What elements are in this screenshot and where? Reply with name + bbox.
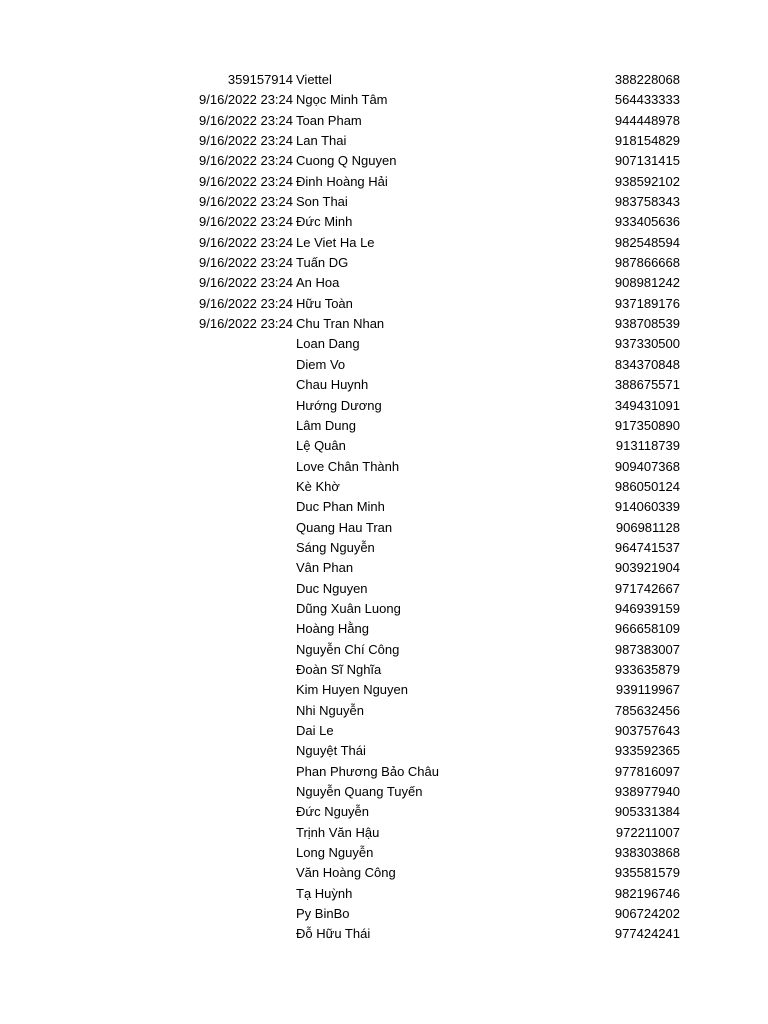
timestamp-cell: 9/16/2022 23:24 [199,194,293,210]
phone-cell: 964741537 [614,539,680,555]
phone-cell: 987866668 [614,255,680,271]
name-cell: Kim Huyen Nguyen [296,682,408,698]
table-row [0,70,768,90]
name-cell: Love Chân Thành [296,458,400,474]
name-cell: Toan Pham [296,112,362,128]
phone-cell: 908981242 [614,275,680,291]
phone-cell: 918154829 [614,133,680,149]
name-cell: Duc Phan Minh [296,499,385,515]
name-cell: Tạ Huỳnh [296,885,353,901]
timestamp-cell: 9/16/2022 23:24 [199,255,293,271]
name-cell: Đức Minh [296,214,353,230]
phone-cell: 834370848 [614,356,680,372]
table-row [0,924,768,944]
table-row [0,416,768,436]
name-cell: An Hoa [296,275,340,291]
name-cell: Loan Dang [296,336,360,352]
table-row [0,762,768,782]
name-cell: Hoàng Hằng [296,621,369,637]
phone-cell: 946939159 [614,600,680,616]
phone-cell: 349431091 [614,397,680,413]
table-row [0,721,768,741]
table-row [0,884,768,904]
table-row [0,355,768,375]
phone-cell: 939119967 [615,682,680,698]
table-row [0,741,768,761]
name-cell: Vân Phan [296,560,354,576]
phone-cell: 977816097 [614,763,680,779]
name-cell: Ngọc Minh Tâm [296,92,388,108]
name-cell: Viettel [296,72,332,87]
table-row [0,212,768,232]
phone-cell: 906981128 [615,519,680,535]
name-cell: Nguyễn Chí Công [296,641,400,657]
name-cell: Diem Vo [296,356,346,372]
phone-cell: 903921904 [614,560,680,576]
phone-cell: 909407368 [614,458,680,474]
timestamp-cell: 9/16/2022 23:24 [199,112,293,128]
table-row [0,904,768,924]
table-row [0,680,768,700]
table-row [0,172,768,192]
name-cell: Đỗ Hữu Thái [296,926,371,942]
timestamp-cell: 9/16/2022 23:24 [199,295,293,311]
phone-cell: 982548594 [614,234,680,250]
phone-cell: 935581579 [614,865,680,881]
phone-cell: 966658109 [614,621,680,637]
phone-cell: 388228068 [614,72,680,87]
phone-cell: 933592365 [614,743,680,759]
phone-cell: 914060339 [614,499,680,515]
name-cell: Đức Nguyễn [296,804,370,820]
table-row [0,619,768,639]
table-row [0,457,768,477]
timestamp-cell: 359157914 [227,72,293,87]
table-row [0,660,768,680]
table-row [0,253,768,273]
name-cell: Tuấn DG [296,255,349,271]
name-cell: Cuong Q Nguyen [296,153,397,169]
table-row [0,396,768,416]
phone-cell: 917350890 [614,417,680,433]
table-row [0,477,768,497]
timestamp-cell: 9/16/2022 23:24 [199,316,293,332]
phone-cell: 905331384 [614,804,680,820]
table-row [0,233,768,253]
phone-cell: 388675571 [614,377,680,393]
phone-cell: 937189176 [614,295,680,311]
name-cell: Nguyễn Quang Tuyến [296,784,423,800]
name-cell: Hướng Dương [296,397,382,413]
phone-cell: 983758343 [614,194,680,210]
name-cell: Son Thai [296,194,348,210]
table-row [0,497,768,517]
name-cell: Le Viet Ha Le [296,234,375,250]
phone-cell: 903757643 [614,723,680,738]
name-cell: Chau Huynh [296,377,369,393]
name-cell: Chu Tran Nhan [296,316,385,332]
name-cell: Long Nguyễn [296,845,374,861]
phone-cell: 971742667 [614,580,680,596]
table-row [0,863,768,883]
name-cell: Văn Hoàng Công [296,865,396,881]
table-row [0,273,768,293]
table-row [0,375,768,395]
timestamp-cell: 9/16/2022 23:24 [199,275,293,291]
name-cell: Duc Nguyen [296,580,368,596]
phone-cell: 938977940 [614,784,680,800]
name-cell: Dai Le [296,723,334,738]
phone-cell: 933405636 [614,214,680,230]
phone-cell: 944448978 [614,112,680,128]
timestamp-cell: 9/16/2022 23:24 [199,173,293,189]
name-cell: Lâm Dung [296,417,356,433]
table-row [0,782,768,802]
phone-cell: 938592102 [614,173,680,189]
table-row [0,802,768,822]
name-cell: Đoàn Sĩ Nghĩa [296,661,382,677]
phone-cell: 785632456 [614,702,680,718]
timestamp-cell: 9/16/2022 23:24 [199,153,293,169]
table-row [0,192,768,212]
table-row [0,701,768,721]
name-cell: Quang Hau Tran [296,519,393,535]
timestamp-cell: 9/16/2022 23:24 [199,133,293,149]
table-row [0,843,768,863]
name-cell: Sáng Nguyễn [296,539,375,555]
table-row [0,558,768,578]
name-cell: Py BinBo [296,906,350,922]
phone-cell: 938303868 [614,845,680,861]
table-row [0,518,768,538]
phone-cell: 913118739 [615,438,680,454]
contact-sheet [0,70,768,945]
table-row [0,151,768,171]
name-cell: Nguyệt Thái [296,743,366,759]
name-cell: Phan Phương Bảo Châu [296,763,439,779]
phone-cell: 987383007 [614,641,680,657]
phone-cell: 972211007 [615,824,680,840]
table-row [0,640,768,660]
table-row [0,131,768,151]
timestamp-cell: 9/16/2022 23:24 [199,92,293,108]
name-cell: Nhi Nguyễn [296,702,364,718]
name-cell: Dũng Xuân Luong [296,600,401,616]
name-cell: Kè Khờ [296,478,340,494]
phone-cell: 977424241 [614,926,680,942]
table-row [0,90,768,110]
table-row [0,334,768,354]
name-cell: Lan Thai [296,133,347,149]
phone-cell: 938708539 [614,316,680,332]
table-row [0,579,768,599]
timestamp-cell: 9/16/2022 23:24 [199,214,293,230]
phone-cell: 933635879 [614,661,680,677]
table-row [0,436,768,456]
table-row [0,294,768,314]
phone-cell: 937330500 [614,336,680,352]
phone-cell: 907131415 [614,153,680,169]
table-row [0,111,768,131]
table-row [0,823,768,843]
name-cell: Đinh Hoàng Hải [296,173,388,189]
phone-cell: 564433333 [614,92,680,108]
table-row [0,314,768,334]
table-row [0,599,768,619]
name-cell: Lệ Quân [296,438,346,454]
table-row [0,538,768,558]
name-cell: Hữu Toàn [296,295,353,311]
phone-cell: 906724202 [614,906,680,922]
phone-cell: 986050124 [614,478,680,494]
phone-cell: 982196746 [614,885,680,901]
name-cell: Trịnh Văn Hậu [296,824,380,840]
timestamp-cell: 9/16/2022 23:24 [199,234,293,250]
